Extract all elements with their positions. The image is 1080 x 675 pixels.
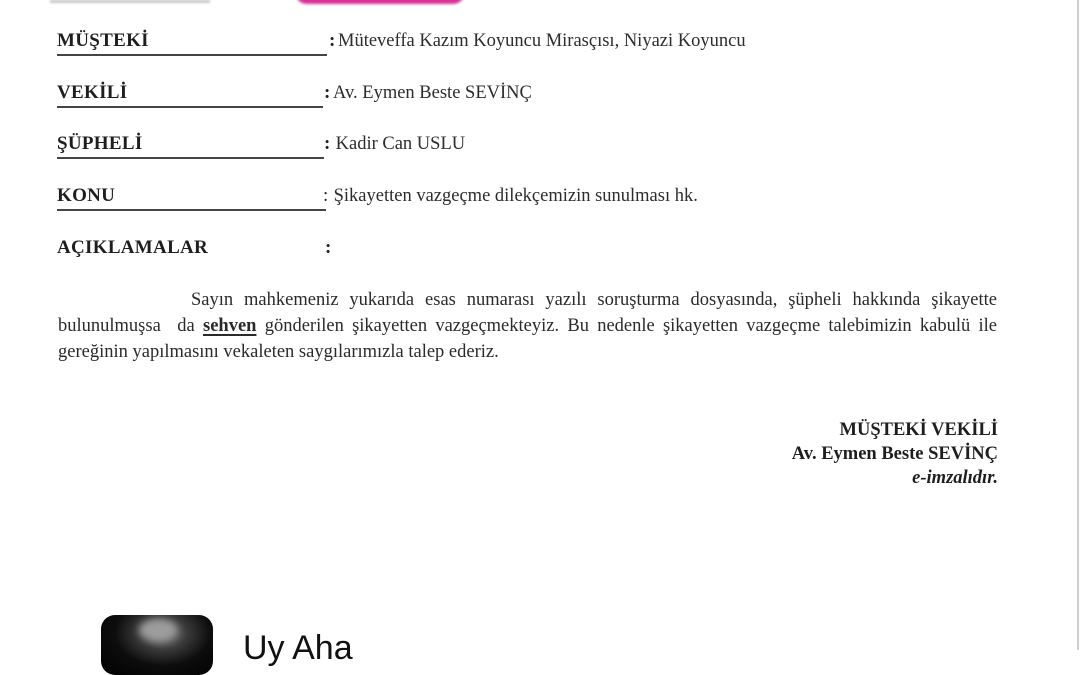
page-edge-divider [1077,0,1079,650]
field-colon: : [324,82,331,103]
avatar[interactable] [101,615,213,675]
field-value-vekili: Av. Eymen Beste SEVİNÇ [333,83,532,103]
field-colon: : [325,237,332,258]
field-label-vekili: VEKİLİ [57,82,323,108]
body-text-part2: gönderilen şikayetten vazgeçmekteyiz. Bu nedenle şikayetten vazgeçme talebimizin kabulü ile gereğinin yapılmasını vekaleten saygılarımızla talep ederiz. [58,316,997,362]
profile-photo-icon [139,619,177,641]
body-emphasis: sehven [203,316,257,336]
body-paragraph [58,287,1002,365]
field-vekili [57,82,957,112]
field-aciklamalar [57,237,957,267]
field-colon: : [329,30,336,51]
signature-title: MÜŞTEKİ VEKİLİ [839,420,998,440]
field-value-supheli: Kadir Can USLU [331,134,466,154]
field-label-musteki: MÜŞTEKİ [57,30,327,56]
field-colon: : [324,133,331,154]
field-value-konu: Şikayetten vazgeçme dilekçemizin sunulması hk. [329,186,698,206]
field-supheli [57,133,957,163]
body-text-part1: Sayın mahkemeniz yukarıda esas numarası yazılı soruşturma dosyasında, şüpheli hakkında şikayette bulunulmuşsa da [58,290,1002,336]
field-colon: : [323,185,329,206]
field-value-musteki: Müteveffa Kazım Koyuncu Mirasçısı, Niyazi Koyuncu [338,31,746,51]
cropped-header-text [50,0,210,3]
field-label-aciklamalar: AÇIKLAMALAR [57,237,209,258]
field-label-konu: KONU [57,185,326,211]
profile-name[interactable]: Uy Aha [243,629,353,667]
signature-note: e-imzalıdır. [912,468,998,488]
signature-block [792,418,998,490]
signature-name: Av. Eymen Beste SEVİNÇ [791,444,998,464]
field-konu [57,185,957,215]
field-musteki [57,30,957,60]
stamp-mark [295,0,465,4]
field-label-supheli: ŞÜPHELİ [57,133,324,159]
